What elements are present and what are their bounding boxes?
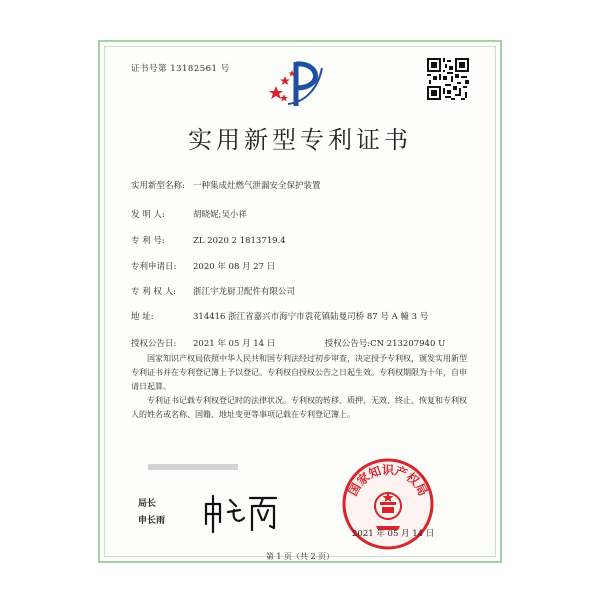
grant-line bbox=[131, 337, 445, 349]
certificate-title: 实用新型专利证书 bbox=[188, 126, 412, 154]
patent-office-logo-icon bbox=[266, 58, 336, 114]
certificate-number: 证书号第 13182561 号 bbox=[131, 64, 230, 74]
grant-statement-paragraph: 国家知识产权局依照中华人民共和国专利法经过初步审查，决定授予专利权，颁发实用新型专利证书并在专利登记簿上予以登记。专利权自授权公告之日起生效。专利权期限为十年，自申请日起算。 bbox=[131, 354, 467, 391]
director-name: 申长雨 bbox=[138, 516, 166, 526]
grant-number-value: CN 213207940 U bbox=[370, 339, 446, 349]
field-patent-number bbox=[131, 234, 286, 246]
field-value: 一种集成灶燃气泄漏安全保护装置 bbox=[193, 181, 321, 191]
field-label: 地 址: bbox=[131, 312, 154, 322]
page-number: 第 1 页（共 2 页） bbox=[265, 552, 335, 561]
field-value: ZL 2020 2 1813719.4 bbox=[193, 236, 286, 246]
field-label: 专利申请日: bbox=[131, 262, 177, 272]
field-address bbox=[131, 310, 428, 322]
field-label: 发 明 人: bbox=[131, 210, 165, 220]
field-filing-date bbox=[131, 260, 275, 272]
field-label: 实用新型名称: bbox=[131, 181, 185, 191]
seal-text: 国家知识产权局 bbox=[345, 462, 431, 499]
field-value: 浙江宇龙厨卫配件有限公司 bbox=[193, 287, 296, 297]
grant-date-label: 授权公告日: bbox=[131, 339, 177, 349]
director-title: 局长 bbox=[138, 499, 157, 509]
qr-code-icon bbox=[427, 58, 469, 104]
field-patentee bbox=[131, 285, 295, 297]
field-label: 专 利 号: bbox=[131, 236, 165, 246]
legal-status-paragraph: 专利证书记载专利权登记时的法律状况。专利权的转移、质押、无效、终止、恢复和专利权人的姓名或名称、国籍、地址变更等事项记载在专利登记簿上。 bbox=[131, 396, 467, 419]
grant-date-value: 2021 年 05 月 14 日 bbox=[193, 339, 276, 349]
field-label: 专 利 权 人: bbox=[131, 287, 176, 297]
seal-date: 2021 年 05 月 14 日 bbox=[352, 529, 435, 539]
field-inventors bbox=[131, 208, 247, 220]
field-value: 314416 浙江省嘉兴市海宁市袁花镇陆曼司桥 87 号 A 幢 3 号 bbox=[193, 312, 429, 322]
signature-icon bbox=[200, 492, 280, 538]
grant-number-label: 授权公告号: bbox=[324, 339, 371, 349]
official-seal-icon bbox=[340, 456, 436, 556]
field-utility-model-name bbox=[131, 179, 321, 191]
field-value: 胡晓妮;吴小祥 bbox=[193, 210, 247, 220]
barcode-stripe bbox=[148, 464, 238, 470]
field-value: 2020 年 08 月 27 日 bbox=[193, 262, 276, 272]
